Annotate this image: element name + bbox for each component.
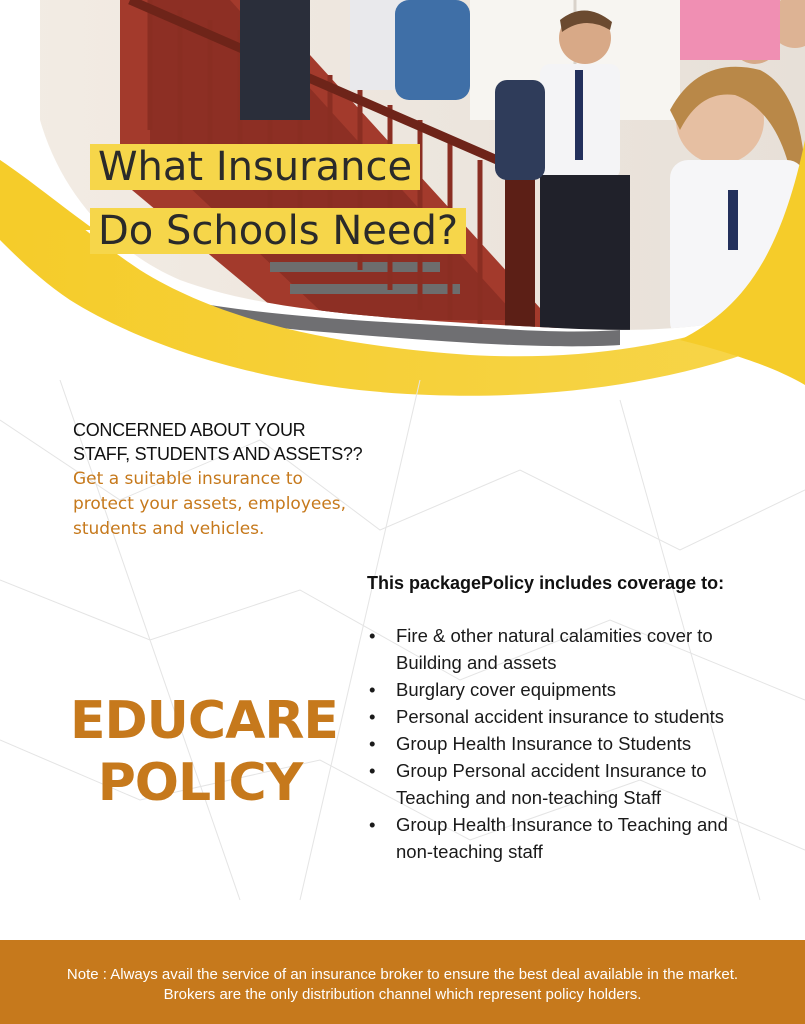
bullet-icon: • <box>369 679 376 700</box>
concern-line-2: STAFF, STUDENTS AND ASSETS?? <box>73 444 363 464</box>
bullet-icon: • <box>369 706 376 727</box>
coverage-item-line-1: Group Health Insurance to Students <box>396 733 692 754</box>
brand-line-1: EDUCARE <box>70 691 338 751</box>
coverage-item-line-1: Group Health Insurance to Teaching and <box>396 814 728 835</box>
coverage-list <box>367 622 767 865</box>
coverage-item-line-2: Teaching and non-teaching Staff <box>396 787 662 808</box>
hero-title-line-1: What Insurance <box>90 144 420 190</box>
coverage-item <box>367 757 767 811</box>
bullet-icon: • <box>369 814 376 835</box>
coverage-item-line-1: Burglary cover equipments <box>396 679 617 700</box>
bullet-icon: • <box>369 625 376 646</box>
footer-note-line-2: Brokers are the only distribution channel which represent policy holders. <box>163 986 642 1003</box>
offer-text <box>73 467 393 542</box>
concern-line-1: CONCERNED ABOUT YOUR <box>73 420 306 440</box>
footer-note-line-1: Note : Always avail the service of an insurance broker to ensure the best deal available in the market. <box>66 966 739 983</box>
coverage-item-line-1: Personal accident insurance to students <box>396 706 725 727</box>
brand-line-2: POLICY <box>97 753 303 813</box>
bullet-icon: • <box>369 760 376 781</box>
concern-heading <box>73 418 403 466</box>
educare-policy-brand <box>70 690 338 814</box>
coverage-item <box>367 811 767 865</box>
coverage-item <box>367 676 767 703</box>
coverage-item-line-2: Building and assets <box>396 652 557 673</box>
footer-note-bar <box>0 940 805 1024</box>
offer-line-2: protect your assets, employees, <box>73 494 347 514</box>
coverage-heading: This packagePolicy includes coverage to: <box>367 573 725 593</box>
offer-line-1: Get a suitable insurance to <box>73 469 303 489</box>
offer-line-3: students and vehicles. <box>73 519 265 539</box>
coverage-item <box>367 622 767 676</box>
coverage-item-line-1: Group Personal accident Insurance to <box>396 760 707 781</box>
bullet-icon: • <box>369 733 376 754</box>
hero-school-stairs-image <box>0 0 805 400</box>
coverage-item-line-1: Fire & other natural calamities cover to <box>396 625 713 646</box>
coverage-item-line-2: non-teaching staff <box>396 841 543 862</box>
hero-title-line-2: Do Schools Need? <box>90 208 466 254</box>
coverage-item <box>367 730 767 757</box>
coverage-item <box>367 703 767 730</box>
